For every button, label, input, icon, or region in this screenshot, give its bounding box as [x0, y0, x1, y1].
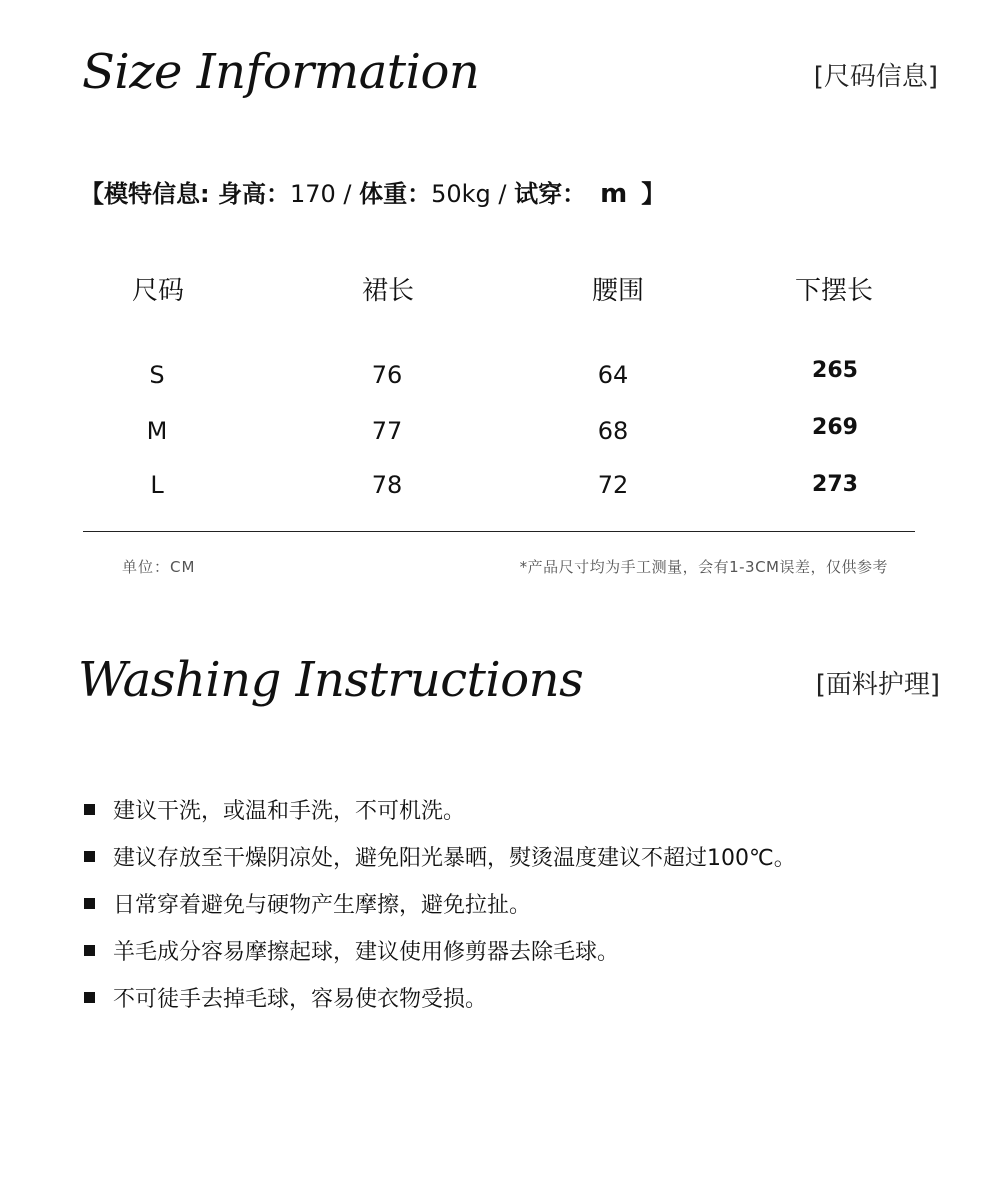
table-cell: 72: [597, 471, 629, 499]
table-cell: M: [146, 417, 168, 445]
list-item-text: 建议存放至干燥阴凉处，避免阳光暴晒，熨烫温度建议不超过100℃。: [113, 846, 796, 871]
list-item: [84, 974, 964, 1021]
measurement-note: *产品尺寸均为手工测量，会有1-3CM误差，仅供参考: [519, 558, 888, 576]
table-cell: S: [149, 361, 165, 389]
list-item-text: 日常穿着避免与硬物产生摩擦，避免拉扯。: [113, 893, 532, 918]
washing-instructions-list: [84, 786, 964, 1021]
table-cell: 64: [597, 361, 629, 389]
list-item: [84, 880, 964, 927]
list-item-text: 羊毛成分容易摩擦起球，建议使用修剪器去除毛球。: [113, 940, 620, 965]
model-info-open: 【模特信息:: [80, 180, 218, 208]
separator: /: [490, 180, 515, 208]
height-value: 170: [289, 180, 336, 208]
weight-label: 体重：: [359, 180, 432, 208]
try-value: m: [600, 179, 628, 209]
column-header-size: 尺码: [131, 276, 184, 306]
table-cell: 68: [597, 417, 629, 445]
bullet-square-icon: [84, 992, 95, 1003]
list-item: [84, 786, 964, 833]
list-item: [84, 927, 964, 974]
list-item-text: 不可徒手去掉毛球，容易使衣物受损。: [113, 987, 488, 1012]
size-information-tag: [尺码信息]: [813, 62, 938, 92]
unit-note: 单位：CM: [122, 558, 196, 576]
table-cell: 77: [371, 417, 403, 445]
washing-instructions-title: Washing Instructions: [78, 652, 584, 708]
list-item-text: 建议干洗，或温和手洗，不可机洗。: [113, 799, 466, 824]
bullet-square-icon: [84, 898, 95, 909]
table-cell: 265: [812, 358, 858, 383]
size-information-title: Size Information: [82, 44, 480, 100]
divider: [83, 531, 915, 532]
table-cell: 273: [812, 472, 858, 497]
model-info: [80, 174, 665, 209]
list-item: [84, 833, 964, 880]
model-info-close: 】: [641, 180, 666, 208]
separator: /: [335, 180, 360, 208]
height-label: 身高：: [217, 180, 290, 208]
table-cell: L: [150, 471, 164, 499]
washing-instructions-tag: [面料护理]: [815, 670, 940, 700]
bullet-square-icon: [84, 804, 95, 815]
table-cell: 269: [812, 415, 858, 440]
table-cell: 78: [371, 471, 403, 499]
try-label: 试穿：: [514, 180, 587, 208]
bullet-square-icon: [84, 945, 95, 956]
bullet-square-icon: [84, 851, 95, 862]
column-header-hem: 下摆长: [794, 276, 873, 306]
column-header-length: 裙长: [361, 276, 414, 306]
table-cell: 76: [371, 361, 403, 389]
weight-value: 50kg: [431, 180, 491, 208]
column-header-waist: 腰围: [591, 276, 644, 306]
